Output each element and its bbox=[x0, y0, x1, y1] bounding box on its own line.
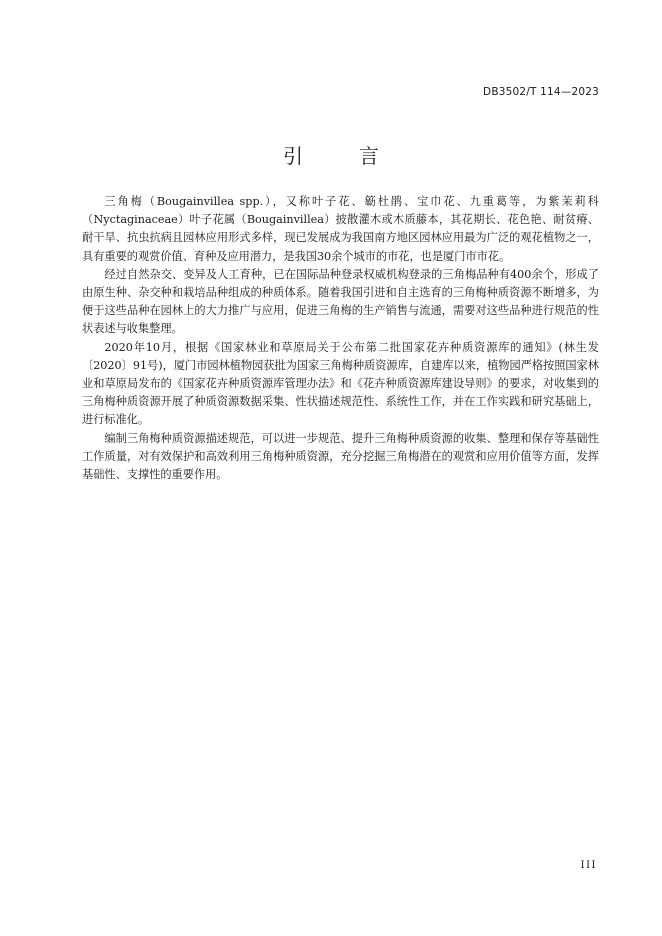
introduction-body bbox=[82, 193, 599, 484]
page-number: III bbox=[580, 860, 597, 871]
paragraph-3: 2020年10月，根据《国家林业和草原局关于公布第二批国家花卉种质资源库的通知》(林生发〔2020〕91号)，厦门市园林植物园获批为国家三角梅种质资源库，自建库以来，植物园严格按照国家林业和草原局发布的《国家花卉种质资源库管理办法》和《花卉种质资源库建设导则》的要求，对收集到的三角梅种质资源开展了种质资源数据采集、性状描述规范性、系统性工作，并在工作实践和研究基础上，进行标准化。 bbox=[82, 340, 599, 427]
document-code: DB3502/T 114—2023 bbox=[483, 86, 599, 98]
page-title: 引 言 bbox=[283, 144, 397, 168]
paragraph-4: 编制三角梅种质资源描述规范，可以进一步规范、提升三角梅种质资源的收集、整理和保存等基础性工作质量，对有效保护和高效利用三角梅种质资源，充分挖掘三角梅潜在的观赏和应用价值等方面，发挥基础性、支撑性的重要作用。 bbox=[82, 431, 599, 482]
paragraph-1: 三角梅（Bougainvillea spp.），又称叶子花、簕杜鹃、宝巾花、九重葛等，为紫茉莉科（Nyctaginaceae）叶子花属（Bougainvillea）披散灌木或木质藤本，其花期长、花色艳、耐贫瘠、耐干旱、抗虫抗病且园林应用形式多样，现已发展成为我国南方地区园林应用最为广泛的观花植物之一，具有重要的观赏价值、育种及应用潜力，是我国30余个城市的市花，也是厦门市市花。 bbox=[82, 195, 599, 263]
paragraph-2: 经过自然杂交、变异及人工育种，已在国际品种登录权威机构登录的三角梅品种有400余个，形成了由原生种、杂交种和栽培品种组成的种质体系。随着我国引进和自主选育的三角梅种质资源不断增多，为便于这些品种在园林上的大力推广与应用，促进三角梅的生产销售与流通，需要对这些品种进行规范的性状表述与收集整理。 bbox=[82, 267, 599, 336]
